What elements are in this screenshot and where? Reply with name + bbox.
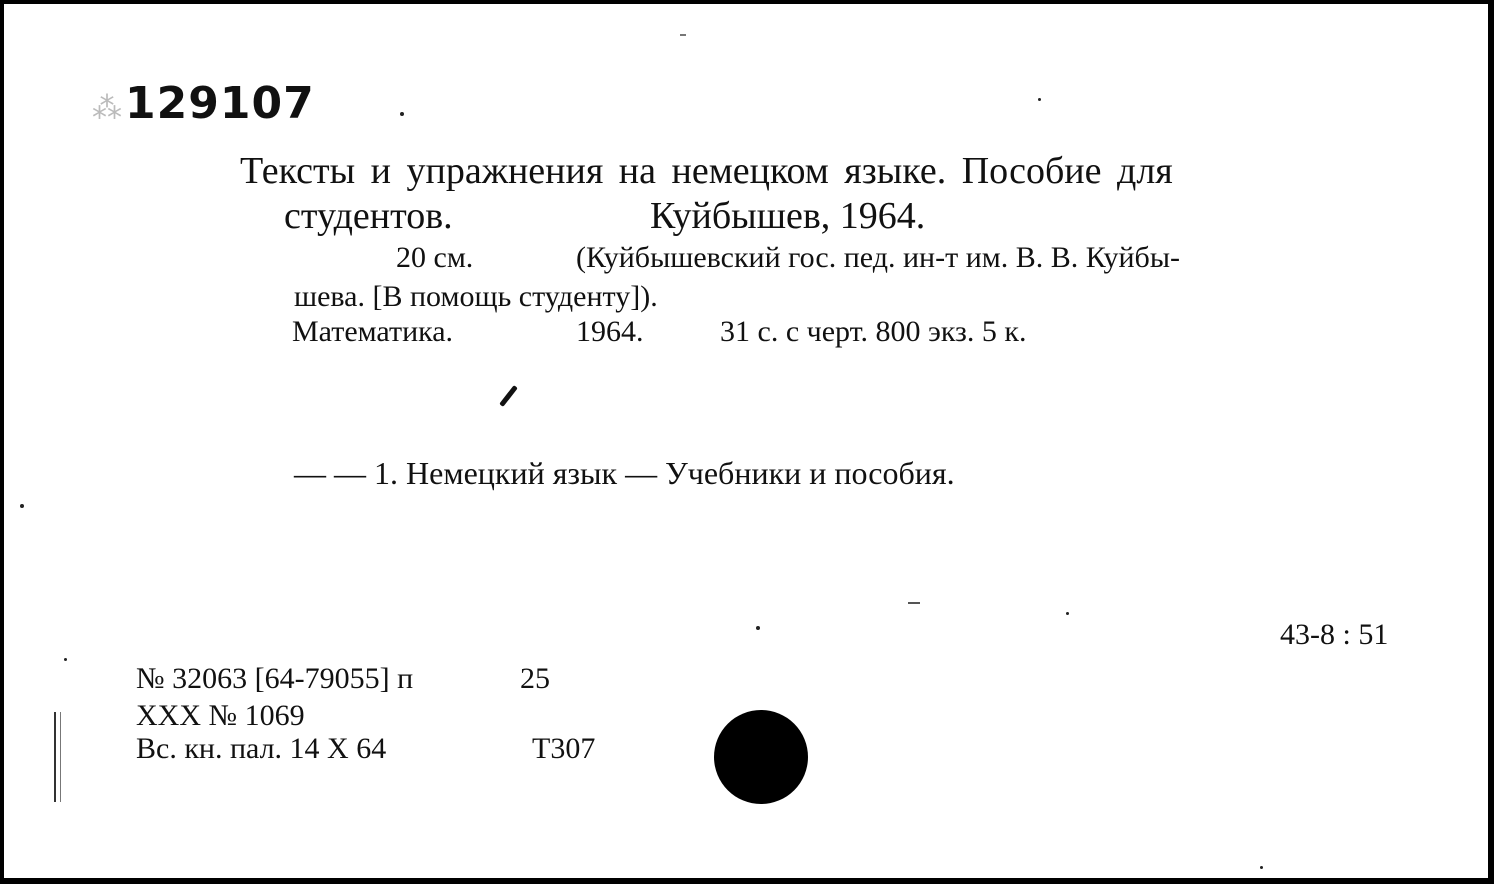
series-text: Математика. — [292, 315, 454, 348]
description-line-1 — [396, 241, 1180, 274]
pen-mark-icon — [499, 385, 518, 407]
catalog-card — [4, 4, 1488, 878]
series-line — [292, 315, 1027, 348]
footer-line-2: ХХХ № 1069 — [136, 699, 305, 732]
place-year: Куйбышев, 1964. — [650, 195, 926, 237]
dust-speck — [1066, 612, 1069, 615]
publisher-line-1: (Куйбышевский гос. пед. ин-т им. В. В. Куйбы- — [576, 241, 1180, 274]
publisher-line-2: шева. [В помощь студенту]). — [294, 280, 658, 313]
classification-code: 43-8 : 51 — [1280, 618, 1389, 651]
dust-speck — [64, 658, 67, 661]
size-text: 20 см. — [396, 241, 474, 274]
title-line-2-text: студентов. — [284, 195, 453, 237]
footer-line-1-text: № 32063 [64-79055] п — [136, 662, 414, 695]
footer-line-3-text: Вс. кн. пал. 14 Х 64 — [136, 732, 387, 765]
card-number — [92, 78, 315, 129]
subject-heading: — — 1. Немецкий язык — Учебники и пособия. — [294, 455, 955, 491]
dust-speck — [1038, 98, 1041, 101]
title-line-2 — [284, 195, 926, 237]
dust-speck — [756, 626, 760, 630]
dust-speck — [20, 504, 24, 508]
punch-hole — [714, 710, 808, 804]
edge-mark — [54, 712, 61, 802]
footer-line-3 — [136, 732, 596, 765]
dust-speck — [680, 34, 686, 36]
series-year: 1964. — [576, 315, 644, 348]
footer-code: Т307 — [532, 732, 596, 765]
stamp-mark-icon: ⁂ — [92, 91, 123, 126]
footer-line-1 — [136, 662, 550, 695]
dust-speck — [1260, 866, 1263, 869]
title-line-1: Тексты и упражнения на немецком языке. Пособие для — [240, 150, 1173, 192]
extent-text: 31 с. с черт. 800 экз. 5 к. — [720, 315, 1027, 348]
dust-speck — [908, 602, 920, 604]
footer-line-1-number: 25 — [520, 662, 550, 695]
card-number-text: 129107 — [125, 78, 315, 129]
dust-speck — [400, 112, 404, 116]
